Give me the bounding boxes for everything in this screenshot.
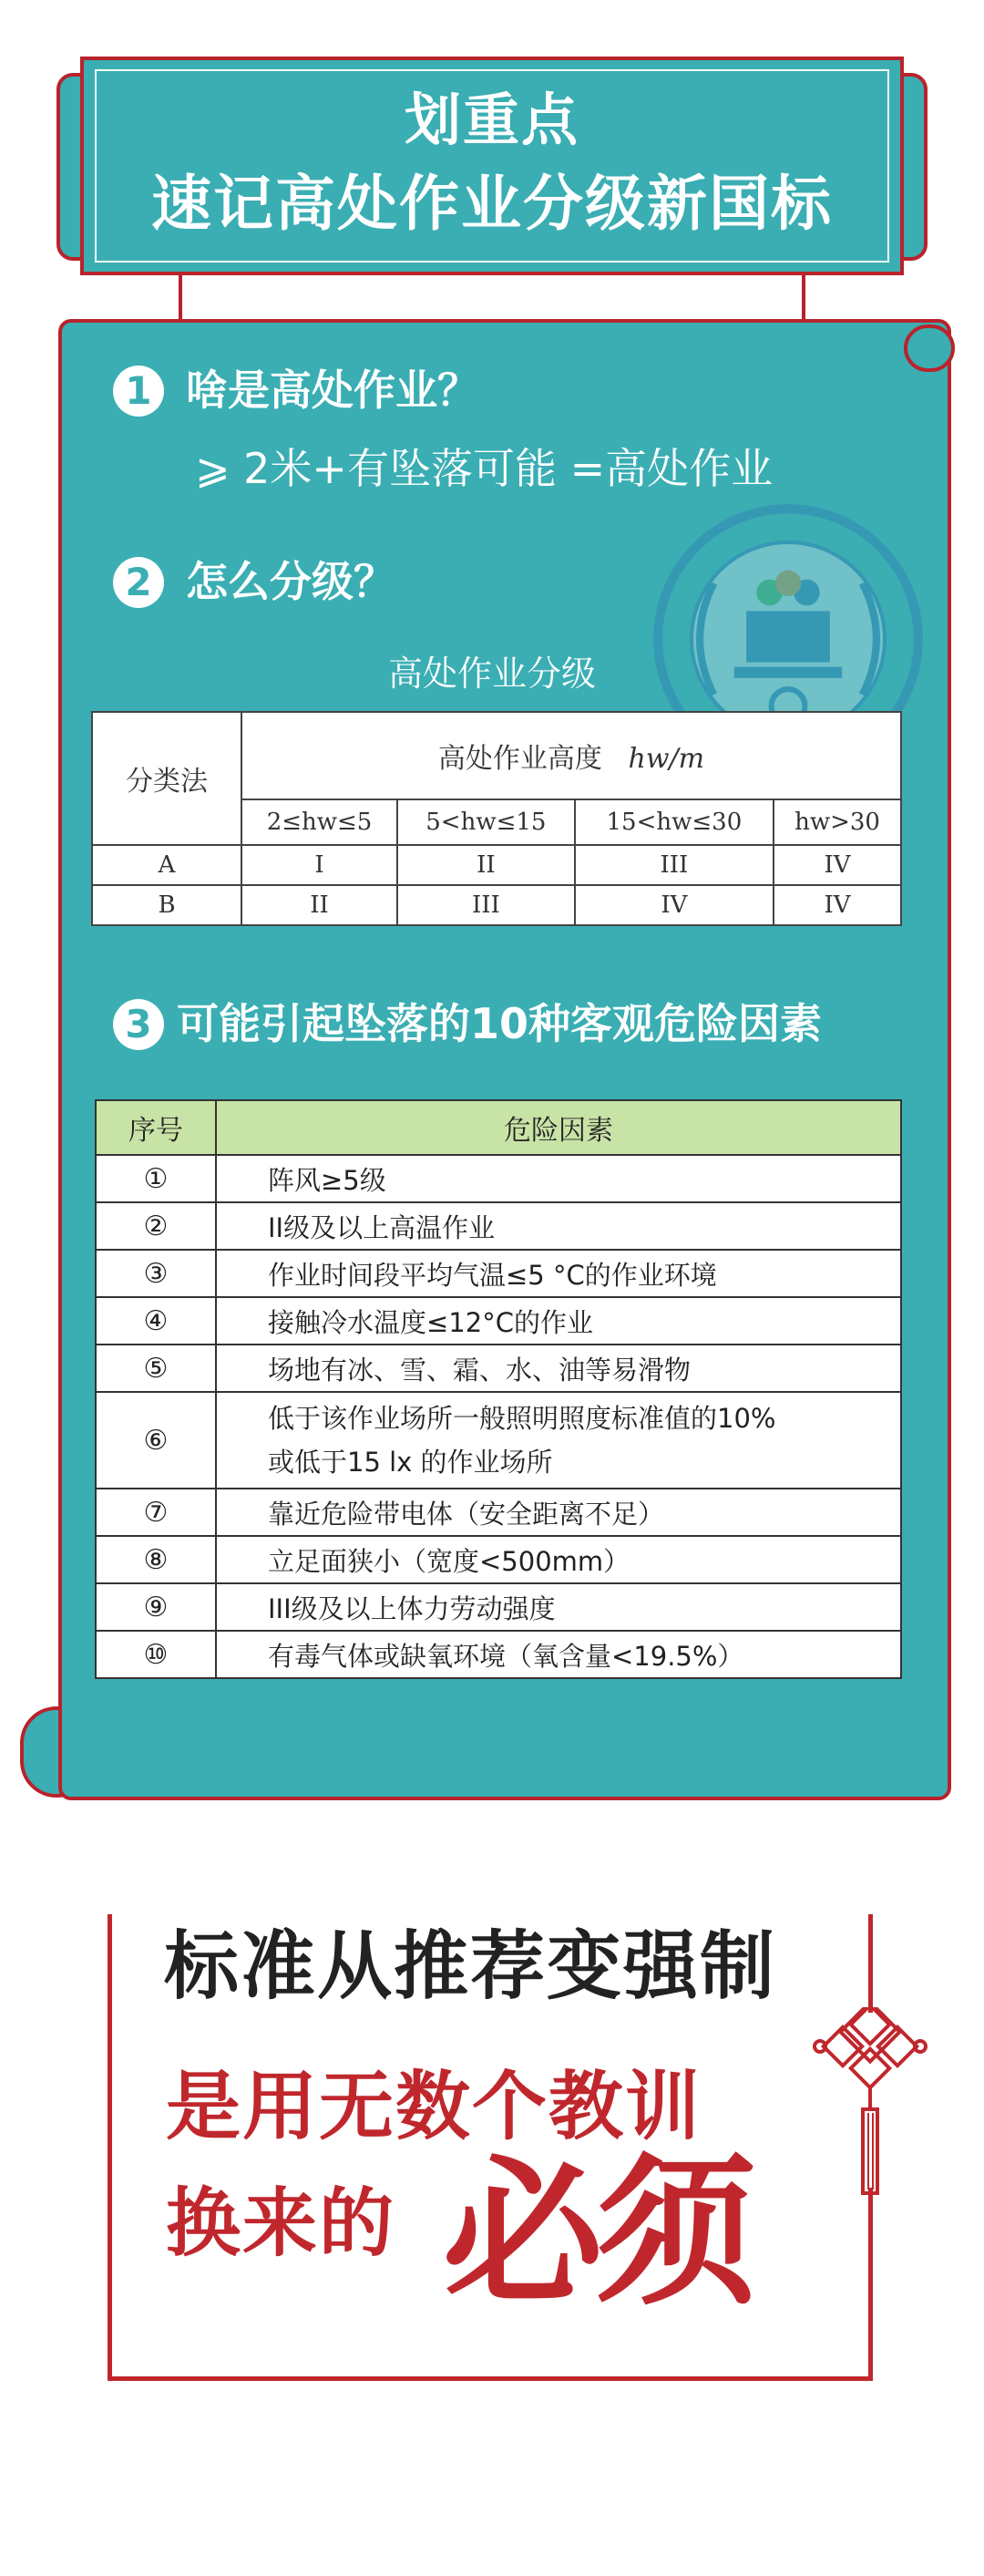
grading-height-header [241,712,901,799]
slogan-emphasis: 必须 [443,2138,750,2327]
hanging-string-right [802,275,805,319]
grading-height-label: 高处作业高度 [437,743,602,775]
section1-formula: ⩾ 2米+有坠落可能 =高处作业 [195,444,774,493]
grade-cell: III [397,885,575,925]
chinese-knot-icon [813,2007,928,2217]
slogan-line2: 是用无数个教训 [166,2064,702,2150]
hazard-text-multiline [216,1392,901,1489]
slogan-frame-bottom [108,2376,873,2381]
hazard-text: 场地有冰、雪、霜、水、油等易滑物 [216,1345,901,1392]
hazard-text: 有毒气体或缺氧环境（氧含量<19.5%） [216,1631,901,1678]
section3-title: 可能引起坠落的10种客观危险因素 [177,999,823,1048]
slogan-line1: 标准从推荐变强制 [164,1923,777,2010]
slogan-frame-left [108,1914,112,2381]
section2-title: 怎么分级？ [186,557,395,606]
hazard-number: ⑧ [96,1536,216,1583]
hazard-number: ⑥ [96,1392,216,1489]
hanging-string-left [179,275,182,319]
hazard-number: ① [96,1155,216,1202]
range-cell: 2≤hw≤5 [241,799,397,845]
table-row [96,1345,901,1392]
hazard-number: ⑨ [96,1583,216,1631]
section1-number-badge: 1 [113,366,164,417]
hazard-text: 作业时间段平均气温≤5 °C的作业环境 [216,1250,901,1297]
table-row [96,1583,901,1631]
banner-title-line1: 划重点 [404,87,579,153]
range-cell: hw>30 [774,799,901,845]
method-cell: B [92,885,241,925]
grading-table-caption: 高处作业分级 [387,654,596,694]
hazard-text: III级及以上体力劳动强度 [216,1583,901,1631]
table-row [96,1489,901,1536]
hazard-text: 接触冷水温度≤12°C的作业 [216,1297,901,1345]
grading-corner-header: 分类法 [92,712,241,845]
table-row [96,1536,901,1583]
range-cell: 15<hw≤30 [575,799,774,845]
grade-cell: I [241,845,397,885]
table-row [96,1202,901,1250]
hazard-number: ⑦ [96,1489,216,1536]
table-row [96,1297,901,1345]
section2-number-badge: 2 [113,557,164,608]
hazard-number: ② [96,1202,216,1250]
panel-curl-top-right [904,325,955,372]
grade-cell: III [575,845,774,885]
hazard-text: 阵风≥5级 [216,1155,901,1202]
hazard-factors-table [95,1099,902,1679]
hazard-text: II级及以上高温作业 [216,1202,901,1250]
hazard-text-line2: 或低于15 lx 的作业场所 [268,1447,553,1478]
slogan-line3: 换来的 [166,2180,396,2267]
grade-cell: II [397,845,575,885]
method-cell: A [92,845,241,885]
table-row [96,1155,901,1202]
table-row [96,1250,901,1297]
grading-height-symbol: hw/m [628,743,705,775]
banner-title-line2: 速记高处作业分级新国标 [151,169,833,239]
grade-cell: IV [774,845,901,885]
grading-table [91,711,902,926]
grade-cell: IV [575,885,774,925]
hazard-number: ③ [96,1250,216,1297]
table-row [96,1392,901,1489]
hazard-col-number-header: 序号 [96,1100,216,1155]
range-cell: 5<hw≤15 [397,799,575,845]
hazard-number: ⑩ [96,1631,216,1678]
hazard-number: ④ [96,1297,216,1345]
table-row [96,1631,901,1678]
hazard-col-factor-header: 危险因素 [216,1100,901,1155]
section3-number-badge: 3 [113,999,164,1050]
grade-cell: II [241,885,397,925]
hazard-text-line1: 低于该作业场所一般照明照度标准值的10% [268,1403,776,1434]
hazard-text: 靠近危险带电体（安全距离不足） [216,1489,901,1536]
knot-string [868,1914,873,2013]
section1-title: 啥是高处作业？ [186,366,479,415]
hazard-text: 立足面狭小（宽度<500mm） [216,1536,901,1583]
hazard-number: ⑤ [96,1345,216,1392]
grade-cell: IV [774,885,901,925]
